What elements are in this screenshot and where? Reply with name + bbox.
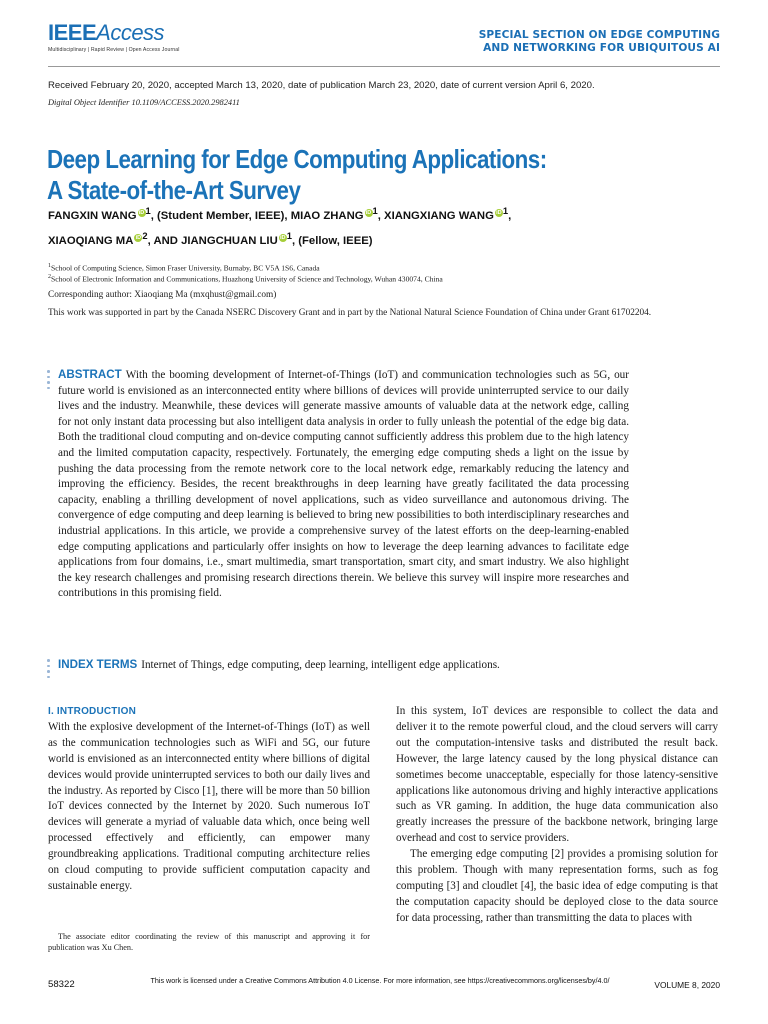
author-affiliation-mark: 1 (372, 205, 378, 216)
affiliation-number: 1 (48, 263, 51, 269)
affiliation-2 (48, 274, 708, 284)
paper-title (47, 144, 632, 206)
logo-tagline: Multidisciplinary | Rapid Review | Open Access Journal (48, 47, 180, 53)
page-number: 58322 (48, 979, 75, 990)
license-note[interactable]: This work is licensed under a Creative Commons Attribution 4.0 License. For more information, see https://creativecommons.org/licenses/by/4.0/ (150, 976, 610, 985)
orcid-icon[interactable]: iD (279, 234, 286, 241)
index-terms-label: INDEX TERMS (58, 658, 138, 671)
title-line-1: Deep Learning for Edge Computing Applications: (47, 144, 547, 174)
doi-line: Digital Object Identifier 10.1109/ACCESS.2020.2982411 (48, 98, 240, 107)
author-name: MIAO ZHANG (290, 209, 364, 222)
left-column (48, 704, 370, 895)
affiliation-text: School of Electronic Information and Communications, Huazhong University of Science and Technology, Wuhan 430074, China (51, 274, 443, 284)
author-separator: , (508, 209, 512, 222)
affiliation-1 (48, 263, 708, 273)
special-section-line-2: AND NETWORKING FOR UBIQUITOUS AI (483, 42, 720, 54)
author-name: JIANGCHUAN LIU (181, 234, 278, 247)
logo-wordmark (48, 22, 180, 44)
orcid-icon[interactable]: iD (138, 209, 145, 216)
abstract-label: ABSTRACT (58, 368, 122, 381)
header-divider (48, 66, 720, 67)
author-membership: , (Student Member, IEEE), (150, 209, 291, 222)
author-separator: , AND (147, 234, 182, 247)
volume-label: VOLUME 8, 2020 (654, 980, 720, 990)
body-paragraph: The emerging edge computing [2] provides a promising solution for this problem. Though with many representation forms, such as fog computing [3] and cloudlet [4], the basic idea of edge computing is that the computation capacity should be deployed close to the data source for data processing, rather than transmitting the data to places with (396, 848, 718, 924)
editor-footnote: The associate editor coordinating the review of this manuscript and approving it for publication was Xu Chen. (48, 932, 370, 952)
abstract (58, 367, 629, 602)
journal-logo (48, 22, 180, 53)
orcid-icon[interactable]: iD (135, 234, 142, 241)
author-affiliation-mark: 1 (286, 229, 292, 241)
funding-note: This work was supported in part by the Canada NSERC Discovery Grant and in part by the National Natural Science Foundation of China under Grant 61702204. (48, 308, 652, 318)
affiliation-text: School of Computing Science, Simon Fraser University, Burnaby, BC V5A 1S6, Canada (51, 263, 320, 273)
section-heading: I. INTRODUCTION (48, 706, 136, 717)
author-affiliation-mark: 1 (502, 205, 509, 216)
orcid-icon[interactable]: iD (496, 209, 502, 216)
logo-italic-text: Access (96, 20, 165, 45)
author-affiliation-mark: 2 (142, 229, 148, 241)
author-separator: , (377, 209, 385, 222)
received-dates: Received February 20, 2020, accepted March 13, 2020, date of publication March 23, 2020, date of current version April 6, 2020. (48, 80, 595, 91)
title-line-2: A State-of-the-Art Survey (47, 175, 301, 205)
special-section-label (479, 29, 720, 55)
author-name: XIANGXIANG WANG (384, 209, 494, 222)
abstract-marker-icon (47, 370, 50, 392)
author-affiliation-mark: 1 (145, 205, 151, 216)
author-membership: , (Fellow, IEEE) (291, 234, 373, 247)
right-column (396, 704, 718, 927)
body-paragraph: In this system, IoT devices are responsible to collect the data and deliver it to the remote powerful cloud, and the cloud servers will carry out the computation-intensive tasks and distributed the result back. However, the large latency caused by the long physical distance can sometimes become unacceptable, especially for those latency-sensitive applications like autonomous driving and highly interactive applications such as VR gaming. In addition, the huge data communication also greatly increases the pressure of the backbone network, bringing large overhead and cost to service providers. (396, 705, 718, 845)
orcid-icon[interactable]: iD (365, 209, 372, 216)
index-terms-text: Internet of Things, edge computing, deep learning, intelligent edge applications. (141, 659, 500, 671)
special-section-line-1: SPECIAL SECTION ON EDGE COMPUTING (478, 29, 720, 41)
index-terms (58, 657, 698, 673)
author-list (48, 201, 648, 251)
logo-bold-text: IEEE (48, 20, 97, 45)
body-paragraph: With the explosive development of the Internet-of-Things (IoT) as well as the communication technologies such as WiFi and 5G, our future world is envisioned as an interconnected entity where billions of digital devices would provide uninterrupted services to both our daily lives and the industry. As reported by Cisco [1], there will be more than 50 billion IoT devices connected by the Internet by 2020. Such numerous IoT devices will generate a myriad of valuable data which, once being well processed effectively and efficiently, can empower many groundbreaking applications. Traditional computing architecture relies on cloud computing to provide sufficient computation capacity and sustainable energy. (48, 720, 370, 892)
index-terms-marker-icon (47, 659, 50, 681)
affiliation-number: 2 (48, 274, 51, 280)
corresponding-author: Corresponding author: Xiaoqiang Ma (mxqhust@gmail.com) (48, 290, 277, 300)
author-name: XIAOQIANG MA (48, 234, 134, 247)
author-name: FANGXIN WANG (48, 209, 137, 222)
abstract-text: With the booming development of Internet-of-Things (IoT) and communication technologies such as 5G, our future world is envisioned as an interconnected entity where billions of devices will provide uninterrupted service to our daily lives and the industry. Meanwhile, these devices will generate massive amounts of valuable data at the network edge, calling for not only instant data processing but also intelligent data analysis in order to fully unleash the potential of the edge big data. Both the traditional cloud computing and on-device computing cannot sufficiently address this problem due to the high latency and the limited computation capacity, respectively. Fortunately, the emerging edge computing sheds a light on the issue by pushing the data processing from the remote network core to the local network edge, remarkably reducing the latency and improving the efficiency. Besides, the recent breakthroughs in deep learning have greatly facilitated the data processing capacity, enabling a thrilling development of novel applications, such as video surveillance and autonomous driving. The convergence of edge computing and deep learning is believed to bring new possibilities to both interdisciplinary researches and industrial applications. In this article, we provide a comprehensive survey of the latest efforts on the deep-learning-enabled edge computing applications and particularly offer insights on how to leverage the deep learning advances to facilitate edge applications from four domains, i.e., smart multimedia, smart transportation, smart city, and smart industry. We also highlight the key research challenges and promising research directions therein. We believe this survey will inspire more researches and contributions in this promising field. (58, 369, 629, 600)
